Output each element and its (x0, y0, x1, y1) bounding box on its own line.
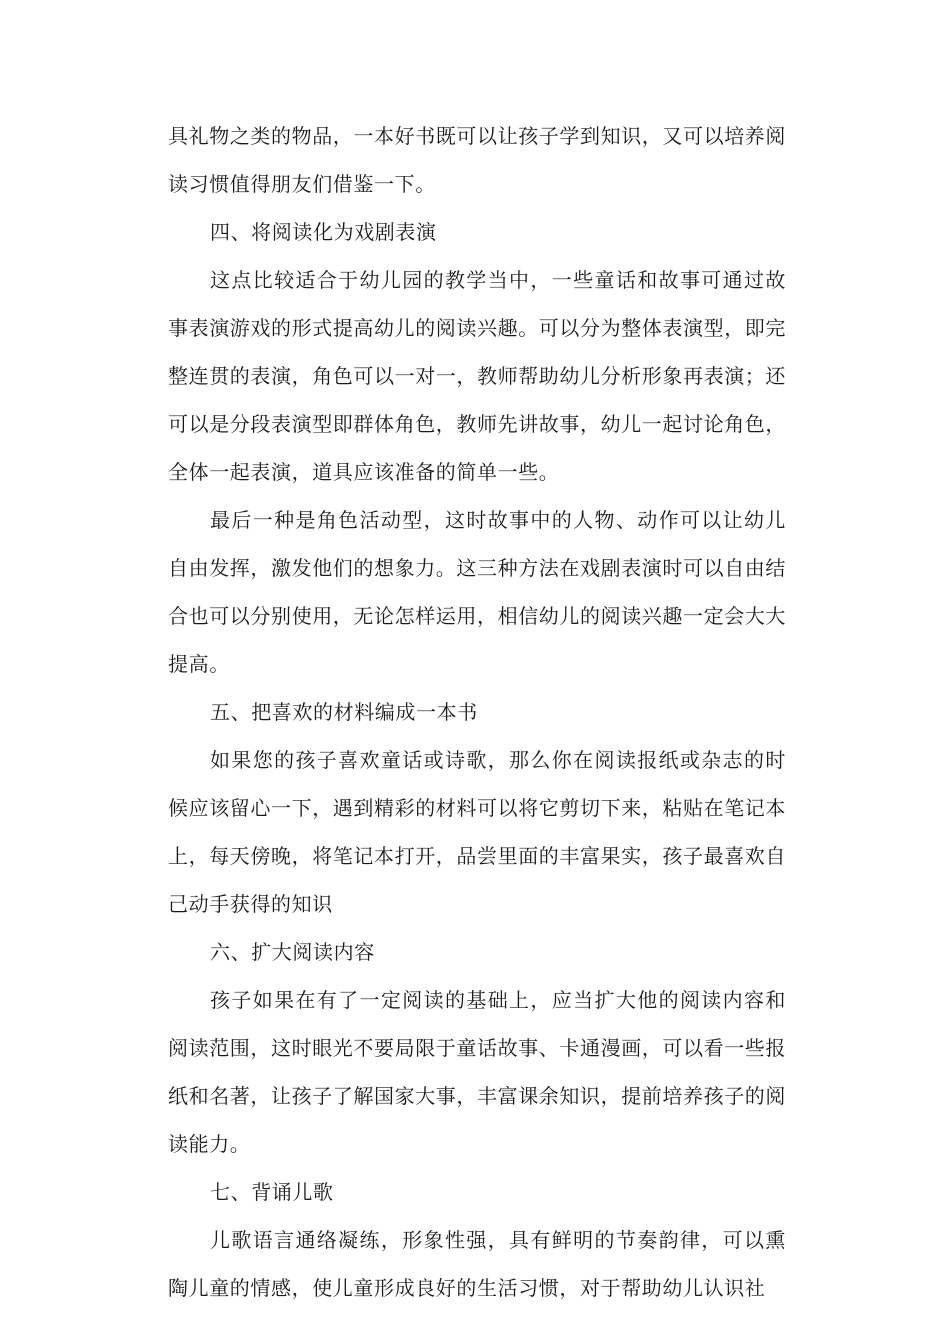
section-heading: 四、将阅读化为戏剧表演 (210, 220, 437, 244)
paragraph: 最后一种是角色活动型，这时故事中的人物、动作可以让幼儿自由发挥，激发他们的想象力。这三种方法在戏剧表演时可以自由结合也可以分别使用，无论怎样运用，相信幼儿的阅读兴趣一定会大大提高。 (168, 508, 786, 676)
paragraph: 孩子如果在有了一定阅读的基础上，应当扩大他的阅读内容和阅读范围，这时眼光不要局限于童话故事、卡通漫画，可以看一些报纸和名著，让孩子了解国家大事，丰富课余知识，提前培养孩子的阅读能力。 (168, 988, 786, 1156)
section-heading: 七、背诵儿歌 (210, 1180, 334, 1204)
paragraph: 这点比较适合于幼儿园的教学当中，一些童话和故事可通过故事表演游戏的形式提高幼儿的阅读兴趣。可以分为整体表演型，即完整连贯的表演，角色可以一对一，教师帮助幼儿分析形象再表演；还可以是分段表演型即群体角色，教师先讲故事，幼儿一起讨论角色，全体一起表演，道具应该准备的简单一些。 (168, 268, 786, 484)
section-heading: 五、把喜欢的材料编成一本书 (210, 700, 478, 724)
paragraph: 如果您的孩子喜欢童话或诗歌，那么你在阅读报纸或杂志的时候应该留心一下，遇到精彩的材料可以将它剪切下来，粘贴在笔记本上，每天傍晚，将笔记本打开，品尝里面的丰富果实，孩子最喜欢自己动手获得的知识 (168, 748, 786, 916)
section-heading: 六、扩大阅读内容 (210, 940, 375, 964)
paragraph: 儿歌语言通络凝练，形象性强，具有鲜明的节奏韵律，可以熏陶儿童的情感，使儿童形成良好的生活习惯，对于帮助幼儿认识社 (168, 1228, 786, 1300)
paragraph: 具礼物之类的物品，一本好书既可以让孩子学到知识，又可以培养阅读习惯值得朋友们借鉴一下。 (168, 124, 786, 196)
document-body (168, 112, 786, 1312)
